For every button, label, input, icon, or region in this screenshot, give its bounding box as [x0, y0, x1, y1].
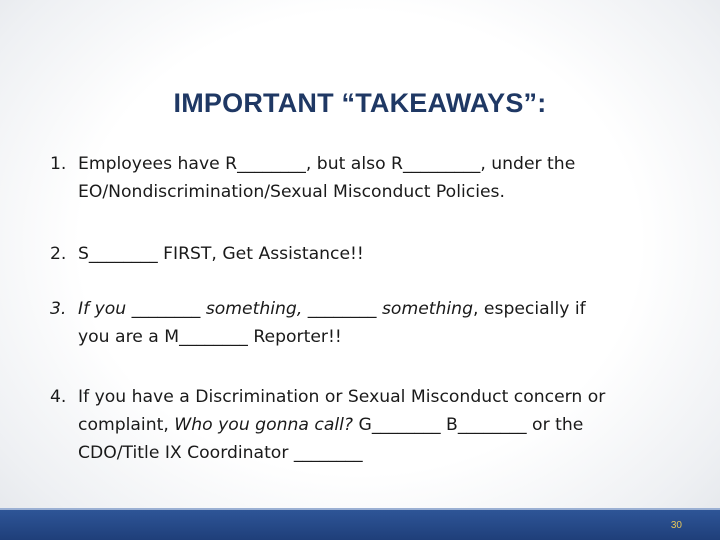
item-number: 3. — [50, 299, 67, 319]
item-text: G________ B________ or the — [353, 415, 584, 435]
item-text: complaint, — [78, 415, 175, 435]
list-item — [50, 383, 605, 467]
page-number: 30 — [670, 520, 682, 531]
item-number: 4. — [50, 387, 67, 407]
list-item — [50, 295, 586, 351]
item-text-italic: Who you gonna call? — [174, 415, 354, 435]
item-line: If you have a Discrimination or Sexual Misconduct concern or — [78, 387, 606, 407]
item-text: , especially if — [472, 299, 586, 319]
item-line: EO/Nondiscrimination/Sexual Misconduct Policies. — [78, 182, 505, 202]
footer-bar — [0, 508, 720, 540]
item-number: 2. — [50, 244, 67, 264]
item-number: 1. — [50, 154, 67, 174]
item-text-italic: If you ________ something, ________ something — [78, 299, 473, 319]
item-line: CDO/Title IX Coordinator ________ — [78, 443, 363, 463]
item-line: you are a M________ Reporter!! — [78, 327, 342, 347]
item-line — [78, 411, 605, 439]
slide-title: IMPORTANT “TAKEAWAYS”: — [173, 88, 547, 118]
item-line: Employees have R________, but also R_________, under the — [78, 154, 576, 174]
item-line — [78, 295, 586, 323]
item-line: S________ FIRST, Get Assistance!! — [78, 244, 364, 264]
list-item — [50, 240, 364, 268]
list-item — [50, 150, 575, 206]
